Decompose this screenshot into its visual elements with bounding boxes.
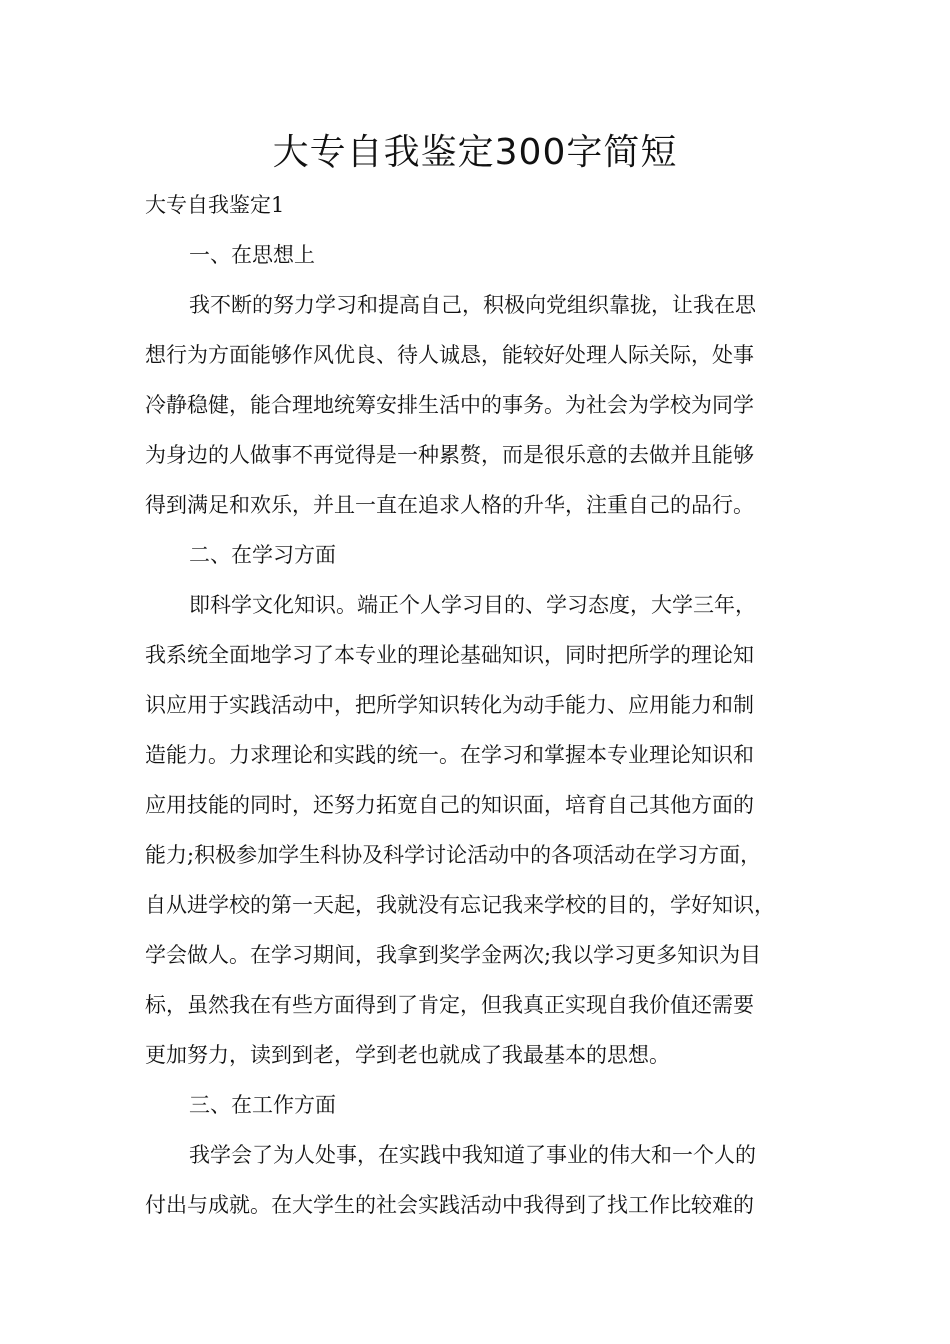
paragraph-line: 标，虽然我在有些方面得到了肯定，但我真正实现自我价值还需要 (145, 993, 754, 1017)
section-heading: 二、在学习方面 (189, 543, 336, 567)
section-heading: 三、在工作方面 (189, 1093, 336, 1117)
paragraph-line: 能力;积极参加学生科协及科学讨论活动中的各项活动在学习方面， (145, 843, 762, 867)
paragraph-line: 我不断的努力学习和提高自己，积极向党组织靠拢，让我在思 (189, 293, 756, 317)
document-title: 大专自我鉴定300字简短 (272, 132, 678, 173)
paragraph-line: 我系统全面地学习了本专业的理论基础知识，同时把所学的理论知 (145, 643, 754, 667)
paragraph-line: 更加努力，读到到老，学到老也就成了我最基本的思想。 (145, 1043, 670, 1067)
paragraph-line: 得到满足和欢乐，并且一直在追求人格的升华，注重自己的品行。 (145, 493, 754, 517)
document-subtitle: 大专自我鉴定1 (145, 193, 285, 217)
paragraph-line: 应用技能的同时，还努力拓宽自己的知识面，培育自己其他方面的 (145, 793, 754, 817)
document-body (145, 180, 805, 1230)
paragraph-line: 付出与成就。在大学生的社会实践活动中我得到了找工作比较难的 (145, 1193, 754, 1217)
paragraph-line: 自从进学校的第一天起，我就没有忘记我来学校的目的，学好知识， (145, 893, 775, 917)
paragraph-line: 识应用于实践活动中，把所学知识转化为动手能力、应用能力和制 (145, 693, 754, 717)
paragraph-line: 学会做人。在学习期间，我拿到奖学金两次;我以学习更多知识为目 (145, 943, 762, 967)
paragraph-line: 想行为方面能够作风优良、待人诚恳，能较好处理人际关际，处事 (145, 343, 754, 367)
paragraph-line: 冷静稳健，能合理地统筹安排生活中的事务。为社会为学校为同学 (145, 393, 754, 417)
paragraph-line: 为身边的人做事不再觉得是一种累赘，而是很乐意的去做并且能够 (145, 443, 754, 467)
section-heading: 一、在思想上 (189, 243, 315, 267)
paragraph-line: 即科学文化知识。端正个人学习目的、学习态度，大学三年， (189, 593, 756, 617)
paragraph-line: 我学会了为人处事，在实践中我知道了事业的伟大和一个人的 (189, 1143, 756, 1167)
paragraph-line: 造能力。力求理论和实践的统一。在学习和掌握本专业理论知识和 (145, 743, 754, 767)
